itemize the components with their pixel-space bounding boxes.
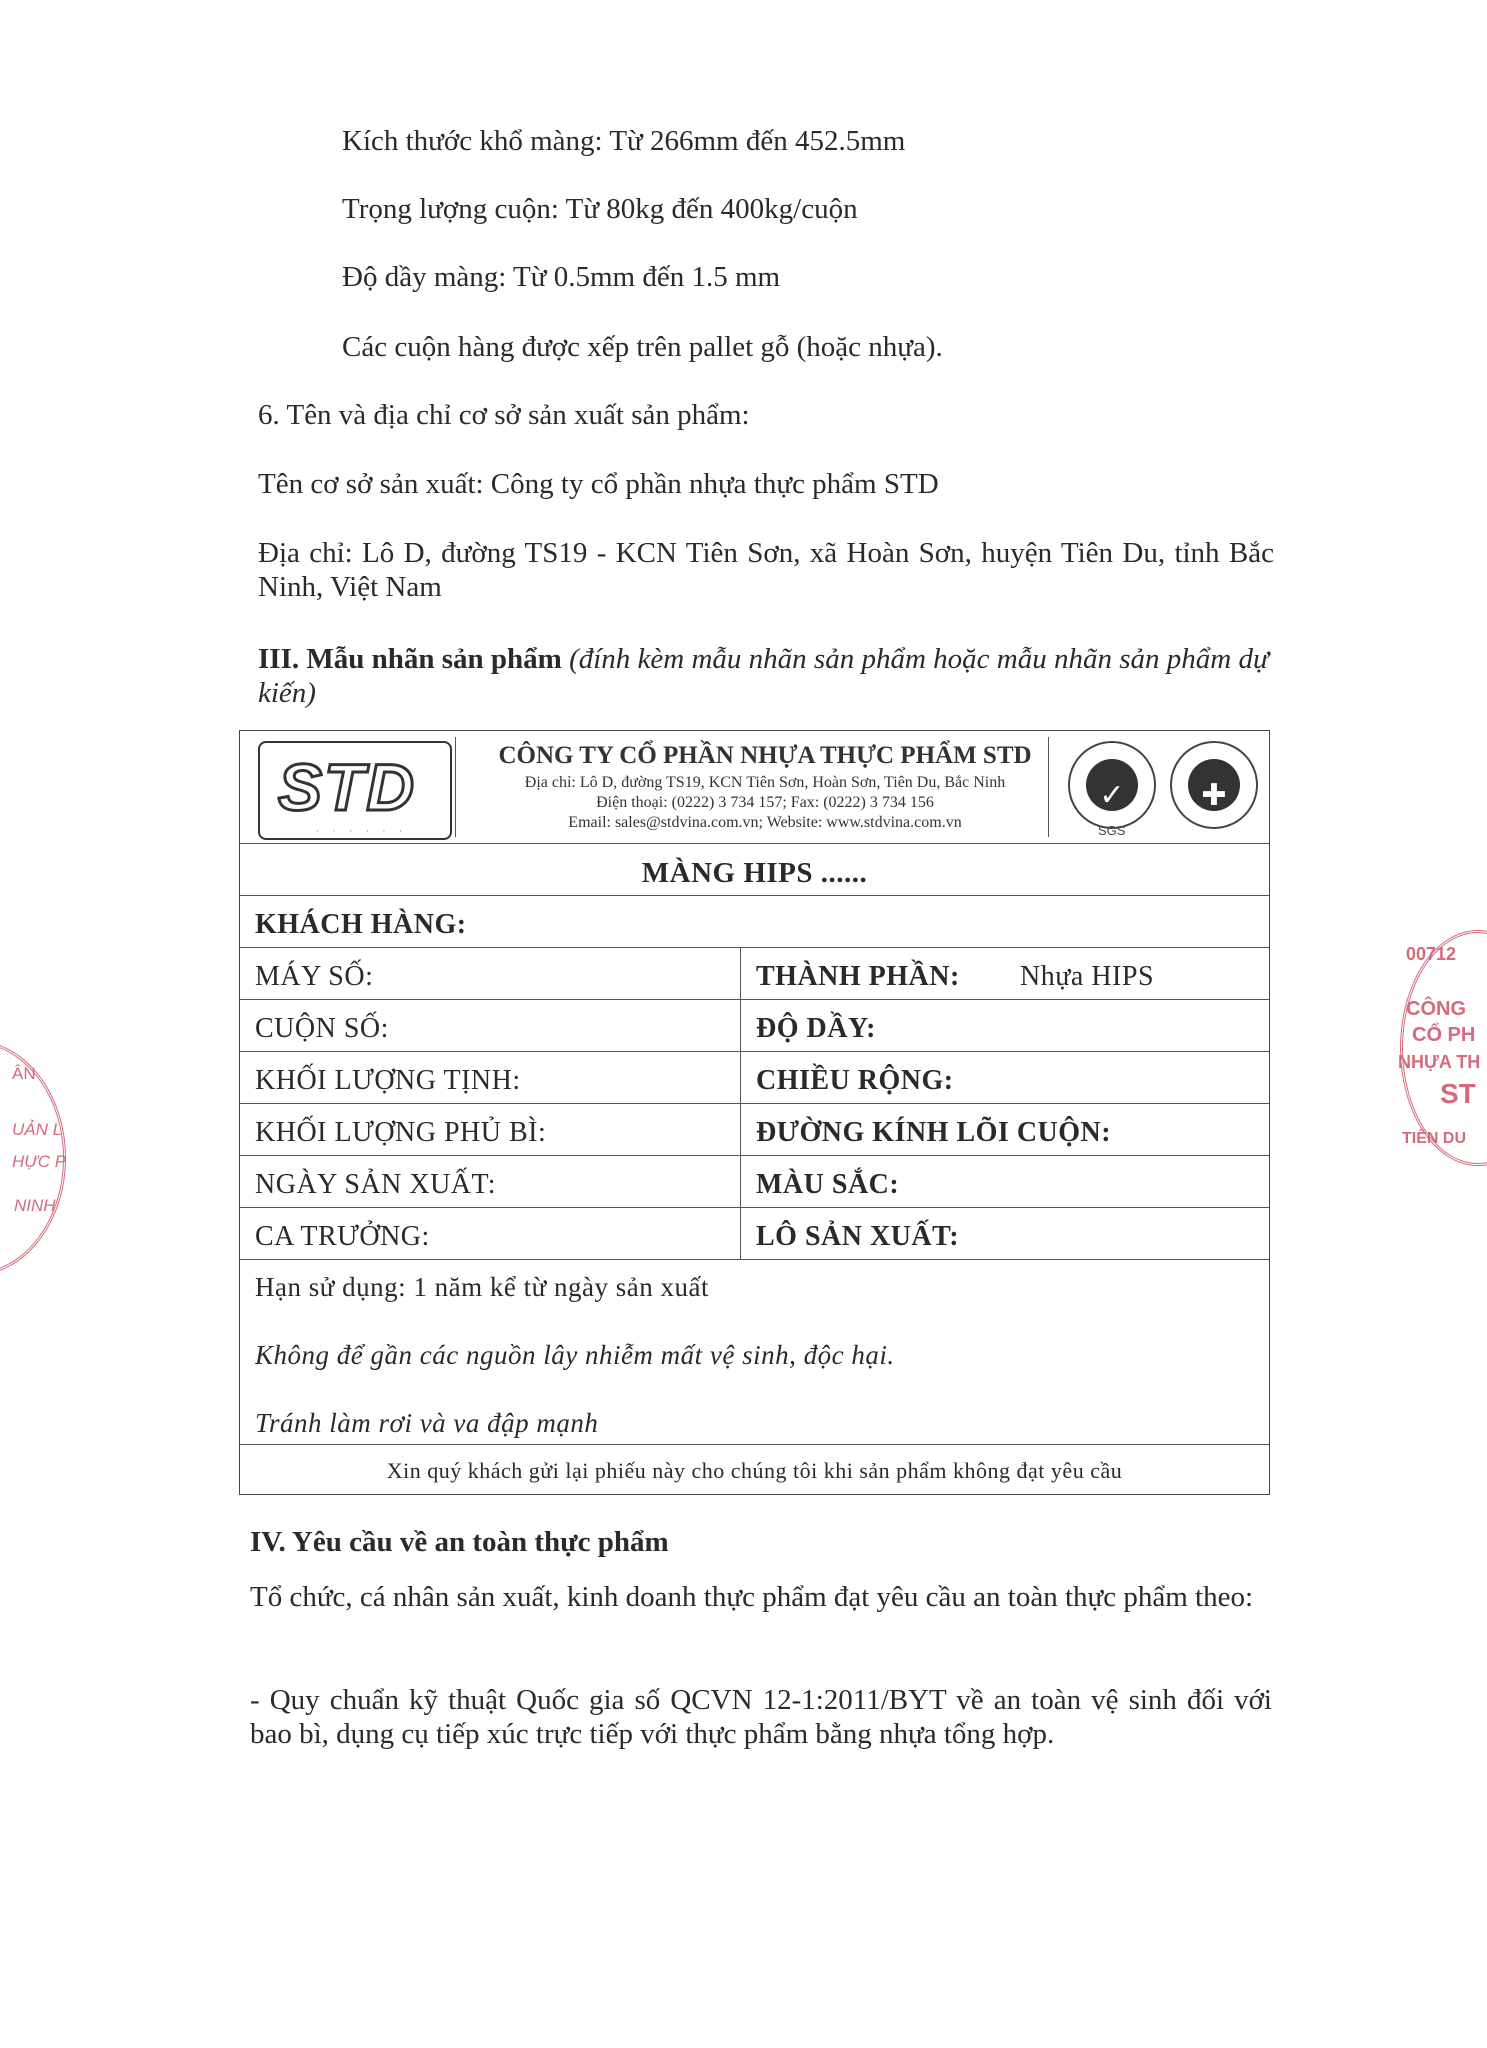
row-divider — [240, 947, 1269, 948]
product-title: MÀNG HIPS ...... — [641, 857, 868, 889]
stamp-left: ÂN UẢN L HỰC P NINH — [0, 1040, 70, 1290]
field-roll-no: CUỘN SỐ: — [255, 1013, 389, 1044]
stamp-right: 00712 CÔNG CỔ PH NHỰA TH ST TIÊN DU — [1390, 930, 1487, 1180]
composition-value: Nhựa HIPS — [1020, 961, 1155, 992]
customer-field: KHÁCH HÀNG: — [255, 909, 467, 940]
spec-line-pallet: Các cuộn hàng được xếp trên pallet gỗ (hoặc nhựa). — [342, 331, 943, 363]
check-icon: ✓ — [1099, 778, 1125, 813]
field-composition: THÀNH PHẦN: — [756, 961, 960, 992]
company-phone: Điện thoại: (0222) 3 734 157; Fax: (0222) 3 734 156 — [596, 794, 934, 811]
section6-manufacturer: Tên cơ sở sản xuất: Công ty cổ phần nhựa thực phẩm STD — [258, 468, 939, 500]
row-divider — [240, 1207, 1269, 1208]
field-net-weight: KHỐI LƯỢNG TỊNH: — [255, 1065, 521, 1096]
row-divider — [240, 1259, 1269, 1260]
field-thickness: ĐỘ DẦY: — [756, 1013, 876, 1044]
row-divider — [240, 1103, 1269, 1104]
section3-heading — [258, 642, 1274, 710]
section3-note: (đính kèm mẫu nhãn sản phẩm hoặc mẫu nhãn sản phẩm dự kiến) — [258, 643, 1269, 709]
warning-handling: Tránh làm rơi và va đập mạnh — [255, 1408, 599, 1438]
cross-icon: ✚ — [1201, 778, 1227, 813]
sgs-text: SGS — [1098, 823, 1126, 838]
row-divider — [240, 1155, 1269, 1156]
logo-text: STD — [278, 750, 416, 824]
section4-item1: - Quy chuẩn kỹ thuật Quốc gia số QCVN 12-1:2011/BYT về an toàn vệ sinh đối với bao bì, dụng cụ tiếp xúc trực tiếp với thực phẩm bằng nhựa tổng hợp. — [250, 1684, 1272, 1750]
section3-title: III. Mẫu nhãn sản phẩm — [258, 643, 562, 675]
section6-title: 6. Tên và địa chỉ cơ sở sản xuất sản phẩm: — [258, 399, 750, 431]
cert-divider — [1048, 737, 1049, 837]
product-label — [239, 730, 1270, 1495]
label-footer: Xin quý khách gửi lại phiếu này cho chúng tôi khi sản phẩm không đạt yêu cầu — [386, 1458, 1123, 1483]
section6-address: Địa chỉ: Lô D, đường TS19 - KCN Tiên Sơn, xã Hoàn Sơn, huyện Tiên Du, tỉnh Bắc Ninh, Việt Nam — [258, 537, 1274, 603]
field-color: MÀU SẮC: — [756, 1169, 900, 1200]
swiss-accreditation-badge — [1170, 741, 1258, 829]
company-name: CÔNG TY CỔ PHẦN NHỰA THỰC PHẨM STD — [498, 742, 1032, 769]
shelf-life: Hạn sử dụng: 1 năm kể từ ngày sản xuất — [255, 1272, 709, 1302]
field-gross-weight: KHỐI LƯỢNG PHỦ BÌ: — [255, 1117, 547, 1148]
row-divider — [240, 843, 1269, 844]
logo-divider — [455, 737, 456, 837]
row-divider — [240, 1444, 1269, 1445]
spec-line-thickness: Độ dầy màng: Từ 0.5mm đến 1.5 mm — [342, 261, 781, 293]
row-divider — [240, 895, 1269, 896]
field-production-date: NGÀY SẢN XUẤT: — [255, 1169, 497, 1200]
company-email-web: Email: sales@stdvina.com.vn; Website: www.stdvina.com.vn — [568, 814, 962, 831]
std-logo — [258, 741, 452, 840]
row-divider — [240, 1051, 1269, 1052]
section4-title: IV. Yêu cầu về an toàn thực phẩm — [250, 1526, 669, 1558]
spec-line-width: Kích thước khổ màng: Từ 266mm đến 452.5mm — [342, 125, 906, 157]
row-divider — [240, 999, 1269, 1000]
logo-tagline: · · · · · · — [316, 827, 408, 836]
field-lot: LÔ SẢN XUẤT: — [756, 1221, 960, 1252]
warning-contamination: Không để gần các nguồn lây nhiễm mất vệ sinh, độc hại. — [255, 1340, 895, 1370]
sgs-cert-badge — [1068, 741, 1156, 829]
column-divider — [740, 947, 741, 1259]
field-core-diameter: ĐƯỜNG KÍNH LÕI CUỘN: — [756, 1117, 1112, 1148]
field-shift-leader: CA TRƯỞNG: — [255, 1221, 430, 1252]
spec-line-weight: Trọng lượng cuộn: Từ 80kg đến 400kg/cuộn — [342, 193, 858, 225]
field-width: CHIỀU RỘNG: — [756, 1065, 954, 1096]
field-machine-no: MÁY SỐ: — [255, 961, 374, 992]
section4-intro: Tổ chức, cá nhân sản xuất, kinh doanh thực phẩm đạt yêu cầu an toàn thực phẩm theo: — [250, 1581, 1254, 1613]
company-address: Địa chỉ: Lô D, đường TS19, KCN Tiên Sơn, Hoàn Sơn, Tiên Du, Bắc Ninh — [524, 774, 1006, 791]
